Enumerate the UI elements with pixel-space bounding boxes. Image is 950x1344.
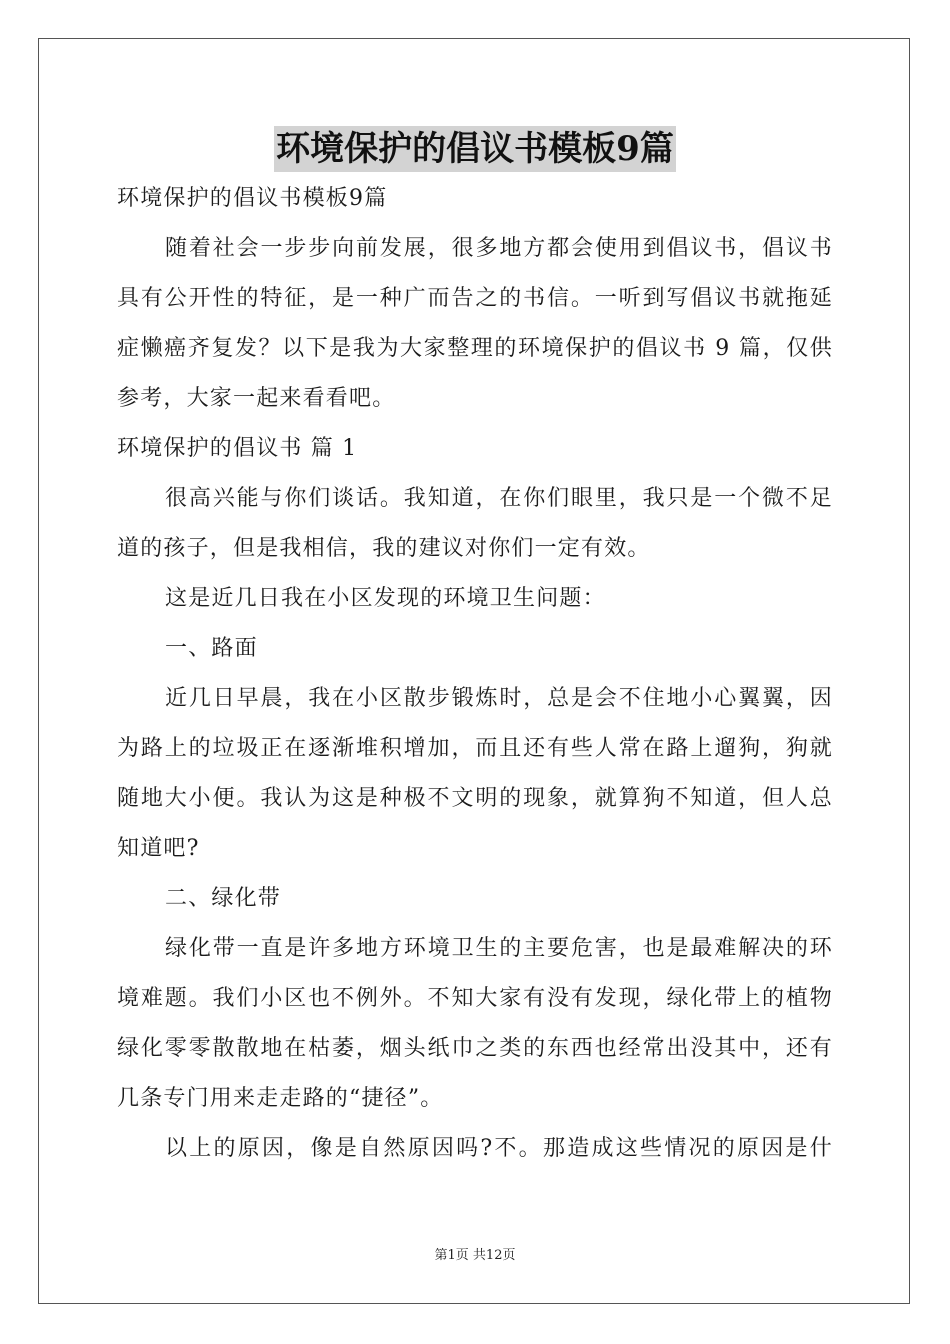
subsection-heading: 二、绿化带 [165, 886, 282, 911]
paragraph-line: 具有公开性的特征，是一种广而告之的书信。一听到写倡议书就拖延 [117, 286, 833, 311]
paragraph-line: 随着社会一步步向前发展，很多地方都会使用到倡议书，倡议书 [165, 236, 833, 261]
paragraph-line: 绿化零零散散地在枯萎，烟头纸巾之类的东西也经常出没其中，还有 [117, 1036, 833, 1061]
paragraph-line: 绿化带一直是许多地方环境卫生的主要危害，也是最难解决的环 [165, 936, 833, 961]
paragraph-line: 随地大小便。我认为这是种极不文明的现象，就算狗不知道，但人总 [117, 786, 833, 811]
title-container [0, 126, 950, 172]
subsection-heading: 一、路面 [165, 636, 258, 661]
paragraph-line: 为路上的垃圾正在逐渐堆积增加，而且还有些人常在路上遛狗，狗就 [117, 736, 833, 761]
paragraph-line: 知道吧? [117, 836, 200, 861]
document-title: 环境保护的倡议书模板9篇 [274, 126, 676, 172]
document-subtitle: 环境保护的倡议书模板9篇 [117, 186, 388, 211]
paragraph-line: 以上的原因，像是自然原因吗?不。那造成这些情况的原因是什 [165, 1136, 833, 1161]
paragraph-line: 近几日早晨，我在小区散步锻炼时，总是会不住地小心翼翼，因 [165, 686, 833, 711]
paragraph-line: 道的孩子，但是我相信，我的建议对你们一定有效。 [117, 536, 651, 561]
paragraph-line: 几条专门用来走走路的“捷径”。 [117, 1086, 444, 1111]
paragraph-line: 境难题。我们小区也不例外。不知大家有没有发现，绿化带上的植物 [117, 986, 833, 1011]
page-footer: 第1页 共12页 [434, 1248, 516, 1263]
paragraph-line: 这是近几日我在小区发现的环境卫生问题： [165, 586, 606, 611]
paragraph-line: 很高兴能与你们谈话。我知道，在你们眼里，我只是一个微不足 [165, 486, 833, 511]
paragraph-line: 参考，大家一起来看看吧。 [117, 386, 396, 411]
section-heading: 环境保护的倡议书 篇 1 [117, 436, 358, 461]
paragraph-line: 症懒癌齐复发？以下是我为大家整理的环境保护的倡议书 9 篇，仅供 [117, 336, 833, 361]
page-border [38, 38, 910, 1304]
